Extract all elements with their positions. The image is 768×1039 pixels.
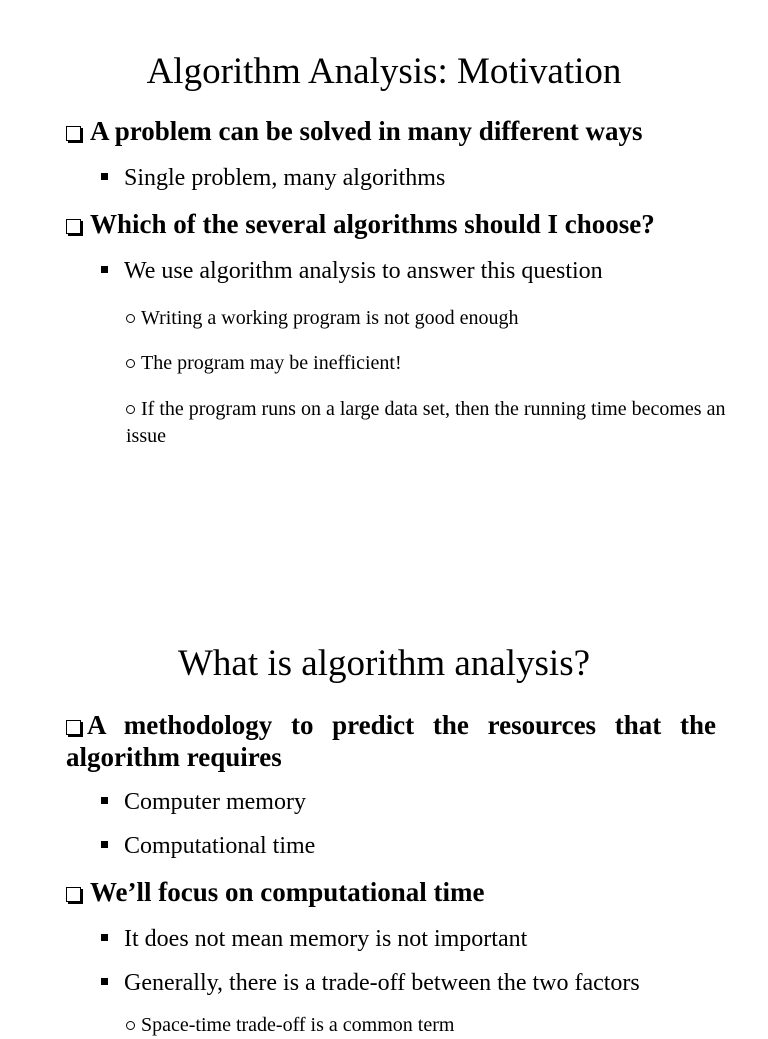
checkbox-bullet-icon bbox=[66, 126, 81, 141]
square-bullet-icon bbox=[101, 173, 108, 180]
slide-what-is-analysis bbox=[0, 512, 768, 1036]
bullet-text: A methodology to predict the resources that the algorithm requires bbox=[66, 710, 716, 772]
bullet-level2 bbox=[101, 787, 306, 817]
bullet-level3 bbox=[126, 350, 726, 377]
bullet-text: Generally, there is a trade-off between the two factors bbox=[124, 970, 640, 996]
checkbox-bullet-icon bbox=[66, 720, 81, 735]
bullet-level2 bbox=[101, 163, 445, 193]
bullet-text: It does not mean memory is not important bbox=[124, 926, 528, 952]
bullet-text: Space-time trade-off is a common term bbox=[141, 1014, 455, 1036]
slide-title: What is algorithm analysis? bbox=[177, 643, 591, 684]
bullet-text: Writing a working program is not good enough bbox=[141, 307, 519, 329]
bullet-level3 bbox=[126, 396, 726, 450]
bullet-level3 bbox=[126, 1012, 726, 1039]
square-bullet-icon bbox=[101, 266, 108, 273]
bullet-text: Single problem, many algorithms bbox=[124, 165, 446, 191]
bullet-text: We’ll focus on computational time bbox=[90, 877, 485, 907]
bullet-text: Computer memory bbox=[124, 789, 306, 815]
square-bullet-icon bbox=[101, 934, 108, 941]
bullet-text: The program may be inefficient! bbox=[141, 352, 402, 374]
bullet-level2 bbox=[101, 968, 640, 998]
square-bullet-icon bbox=[101, 978, 108, 985]
circle-bullet-icon bbox=[126, 1021, 135, 1030]
bullet-text: Computational time bbox=[124, 833, 316, 859]
bullet-text: A problem can be solved in many different ways bbox=[90, 116, 643, 146]
bullet-text: We use algorithm analysis to answer this question bbox=[124, 258, 603, 284]
bullet-level1 bbox=[66, 709, 716, 773]
bullet-text: Which of the several algorithms should I choose? bbox=[90, 209, 655, 239]
bullet-level3 bbox=[126, 305, 726, 332]
square-bullet-icon bbox=[101, 797, 108, 804]
bullet-level2 bbox=[101, 924, 527, 954]
slide-motivation bbox=[0, 0, 768, 512]
bullet-text: If the program runs on a large data set, then the running time becomes an issue bbox=[126, 398, 726, 447]
square-bullet-icon bbox=[101, 841, 108, 848]
bullet-level2 bbox=[101, 256, 603, 286]
checkbox-bullet-icon bbox=[66, 219, 81, 234]
slide-title: Algorithm Analysis: Motivation bbox=[146, 51, 622, 92]
bullet-level1 bbox=[66, 115, 643, 147]
checkbox-bullet-icon bbox=[66, 887, 81, 902]
bullet-level2 bbox=[101, 831, 315, 861]
circle-bullet-icon bbox=[126, 405, 135, 414]
bullet-level1 bbox=[66, 208, 655, 240]
circle-bullet-icon bbox=[126, 359, 135, 368]
bullet-level1 bbox=[66, 876, 484, 908]
circle-bullet-icon bbox=[126, 314, 135, 323]
